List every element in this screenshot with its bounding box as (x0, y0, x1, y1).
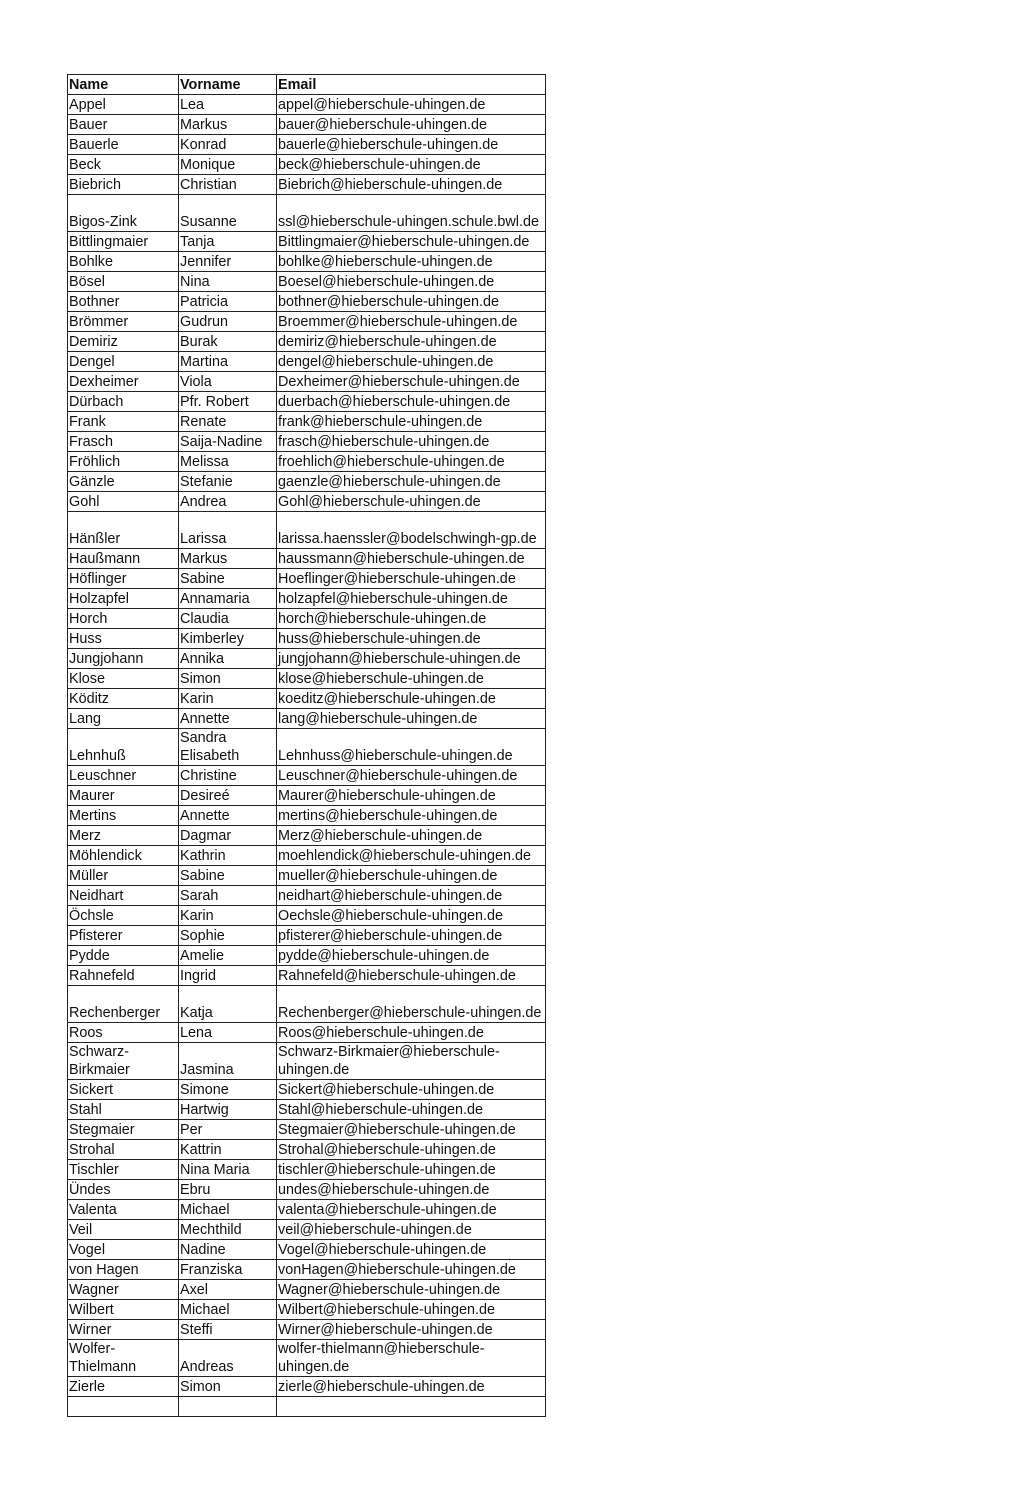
header-email: Email (277, 75, 546, 95)
cell-vorname: Amelie (179, 946, 277, 966)
table-row (68, 1260, 546, 1280)
cell-email: Boesel@hieberschule-uhingen.de (277, 272, 546, 292)
cell-vorname: Markus (179, 549, 277, 569)
table-row (68, 95, 546, 115)
cell-vorname: Konrad (179, 135, 277, 155)
cell-name: Wirner (68, 1320, 179, 1340)
cell-vorname: Melissa (179, 452, 277, 472)
cell-email: jungjohann@hieberschule-uhingen.de (277, 649, 546, 669)
table-row (68, 1180, 546, 1200)
cell-vorname (179, 1397, 277, 1417)
cell-email: demiriz@hieberschule-uhingen.de (277, 332, 546, 352)
cell-email: ssl@hieberschule-uhingen.schule.bwl.de (277, 195, 546, 232)
cell-email: larissa.haenssler@bodelschwingh-gp.de (277, 512, 546, 549)
cell-vorname: Annamaria (179, 589, 277, 609)
table-row (68, 826, 546, 846)
cell-vorname: Dagmar (179, 826, 277, 846)
cell-name: Strohal (68, 1140, 179, 1160)
cell-vorname: Burak (179, 332, 277, 352)
cell-email: Gohl@hieberschule-uhingen.de (277, 492, 546, 512)
cell-vorname: Simon (179, 669, 277, 689)
table-row (68, 115, 546, 135)
cell-vorname: Hartwig (179, 1100, 277, 1120)
cell-email: Rechenberger@hieberschule-uhingen.de (277, 986, 546, 1023)
cell-name: Ündes (68, 1180, 179, 1200)
cell-name: Bauerle (68, 135, 179, 155)
cell-email: frasch@hieberschule-uhingen.de (277, 432, 546, 452)
cell-vorname: Michael (179, 1200, 277, 1220)
cell-vorname: Steffi (179, 1320, 277, 1340)
cell-name: Dürbach (68, 392, 179, 412)
table-row (68, 155, 546, 175)
cell-name (68, 1397, 179, 1417)
table-row (68, 649, 546, 669)
cell-vorname: Annika (179, 649, 277, 669)
table-row (68, 1120, 546, 1140)
table-row (68, 1043, 546, 1080)
table-row (68, 786, 546, 806)
contact-table (67, 74, 546, 1417)
table-row (68, 689, 546, 709)
cell-email: Merz@hieberschule-uhingen.de (277, 826, 546, 846)
cell-name: Huss (68, 629, 179, 649)
cell-email: undes@hieberschule-uhingen.de (277, 1180, 546, 1200)
cell-name: Horch (68, 609, 179, 629)
cell-email: pydde@hieberschule-uhingen.de (277, 946, 546, 966)
table-row (68, 135, 546, 155)
cell-email: bohlke@hieberschule-uhingen.de (277, 252, 546, 272)
cell-name: Zierle (68, 1377, 179, 1397)
cell-name: Sickert (68, 1080, 179, 1100)
cell-name: Müller (68, 866, 179, 886)
cell-vorname: Lea (179, 95, 277, 115)
cell-vorname: Nadine (179, 1240, 277, 1260)
cell-email: Broemmer@hieberschule-uhingen.de (277, 312, 546, 332)
cell-email: beck@hieberschule-uhingen.de (277, 155, 546, 175)
cell-name: Jungjohann (68, 649, 179, 669)
cell-email: holzapfel@hieberschule-uhingen.de (277, 589, 546, 609)
cell-email: pfisterer@hieberschule-uhingen.de (277, 926, 546, 946)
cell-email: Oechsle@hieberschule-uhingen.de (277, 906, 546, 926)
cell-name: von Hagen (68, 1260, 179, 1280)
cell-email: Maurer@hieberschule-uhingen.de (277, 786, 546, 806)
cell-email: huss@hieberschule-uhingen.de (277, 629, 546, 649)
cell-email: vonHagen@hieberschule-uhingen.de (277, 1260, 546, 1280)
cell-name: Pfisterer (68, 926, 179, 946)
table-row (68, 549, 546, 569)
cell-name: Wilbert (68, 1300, 179, 1320)
cell-vorname: Mechthild (179, 1220, 277, 1240)
table-row (68, 195, 546, 232)
table-row (68, 609, 546, 629)
cell-vorname: Andreas (179, 1340, 277, 1377)
cell-vorname: Jennifer (179, 252, 277, 272)
cell-vorname: Martina (179, 352, 277, 372)
table-row (68, 332, 546, 352)
cell-name: Öchsle (68, 906, 179, 926)
table-row (68, 452, 546, 472)
cell-name: Bohlke (68, 252, 179, 272)
cell-vorname: Stefanie (179, 472, 277, 492)
cell-vorname: Saija-Nadine (179, 432, 277, 452)
table-row (68, 589, 546, 609)
cell-vorname: Markus (179, 115, 277, 135)
table-body (68, 95, 546, 1417)
table-row (68, 709, 546, 729)
cell-vorname: Sabine (179, 866, 277, 886)
cell-vorname: Christine (179, 766, 277, 786)
cell-email: Stegmaier@hieberschule-uhingen.de (277, 1120, 546, 1140)
table-row (68, 432, 546, 452)
table-row (68, 1220, 546, 1240)
cell-vorname: Tanja (179, 232, 277, 252)
cell-vorname: Claudia (179, 609, 277, 629)
cell-email: Schwarz-Birkmaier@hieberschule-uhingen.de (277, 1043, 546, 1080)
cell-email: tischler@hieberschule-uhingen.de (277, 1160, 546, 1180)
cell-email: Roos@hieberschule-uhingen.de (277, 1023, 546, 1043)
cell-email: moehlendick@hieberschule-uhingen.de (277, 846, 546, 866)
table-row (68, 629, 546, 649)
table-row (68, 1023, 546, 1043)
cell-vorname: Monique (179, 155, 277, 175)
cell-email: gaenzle@hieberschule-uhingen.de (277, 472, 546, 492)
table-row (68, 1320, 546, 1340)
cell-name: Klose (68, 669, 179, 689)
cell-email: dengel@hieberschule-uhingen.de (277, 352, 546, 372)
table-row (68, 966, 546, 986)
cell-name: Neidhart (68, 886, 179, 906)
table-row (68, 766, 546, 786)
cell-name: Höflinger (68, 569, 179, 589)
cell-name: Fröhlich (68, 452, 179, 472)
table-row (68, 669, 546, 689)
cell-name: Rechenberger (68, 986, 179, 1023)
cell-vorname: Franziska (179, 1260, 277, 1280)
cell-vorname: Sabine (179, 569, 277, 589)
cell-name: Holzapfel (68, 589, 179, 609)
table-row (68, 352, 546, 372)
cell-email: mertins@hieberschule-uhingen.de (277, 806, 546, 826)
cell-vorname: Karin (179, 689, 277, 709)
cell-email: wolfer-thielmann@hieberschule-uhingen.de (277, 1340, 546, 1377)
cell-vorname: Susanne (179, 195, 277, 232)
cell-vorname: Patricia (179, 292, 277, 312)
cell-name: Mertins (68, 806, 179, 826)
cell-vorname: Christian (179, 175, 277, 195)
cell-email: lang@hieberschule-uhingen.de (277, 709, 546, 729)
cell-name: Wagner (68, 1280, 179, 1300)
cell-vorname: Sandra Elisabeth (179, 729, 277, 766)
cell-email: horch@hieberschule-uhingen.de (277, 609, 546, 629)
cell-vorname: Annette (179, 709, 277, 729)
cell-name: Leuschner (68, 766, 179, 786)
table-row (68, 472, 546, 492)
cell-name: Veil (68, 1220, 179, 1240)
cell-email: Wilbert@hieberschule-uhingen.de (277, 1300, 546, 1320)
cell-name: Hänßler (68, 512, 179, 549)
table-row (68, 392, 546, 412)
cell-name: Brömmer (68, 312, 179, 332)
cell-email: valenta@hieberschule-uhingen.de (277, 1200, 546, 1220)
cell-email: Vogel@hieberschule-uhingen.de (277, 1240, 546, 1260)
table-header (68, 75, 546, 95)
cell-vorname: Per (179, 1120, 277, 1140)
cell-vorname: Kattrin (179, 1140, 277, 1160)
table-row (68, 866, 546, 886)
cell-vorname: Gudrun (179, 312, 277, 332)
cell-name: Gohl (68, 492, 179, 512)
cell-name: Beck (68, 155, 179, 175)
table-row (68, 252, 546, 272)
cell-email: neidhart@hieberschule-uhingen.de (277, 886, 546, 906)
cell-vorname: Sarah (179, 886, 277, 906)
table-row (68, 232, 546, 252)
cell-email: Biebrich@hieberschule-uhingen.de (277, 175, 546, 195)
cell-name: Demiriz (68, 332, 179, 352)
table-row (68, 1280, 546, 1300)
cell-email: Dexheimer@hieberschule-uhingen.de (277, 372, 546, 392)
cell-name: Frasch (68, 432, 179, 452)
cell-vorname: Simone (179, 1080, 277, 1100)
cell-vorname: Annette (179, 806, 277, 826)
cell-name: Roos (68, 1023, 179, 1043)
cell-email: zierle@hieberschule-uhingen.de (277, 1377, 546, 1397)
cell-vorname: Axel (179, 1280, 277, 1300)
cell-email: veil@hieberschule-uhingen.de (277, 1220, 546, 1240)
cell-name: Vogel (68, 1240, 179, 1260)
table-row (68, 372, 546, 392)
cell-name: Dengel (68, 352, 179, 372)
cell-name: Pydde (68, 946, 179, 966)
cell-name: Bittlingmaier (68, 232, 179, 252)
table-row (68, 886, 546, 906)
table-row (68, 175, 546, 195)
cell-vorname: Ebru (179, 1180, 277, 1200)
table-row (68, 1340, 546, 1377)
table-row (68, 986, 546, 1023)
cell-name: Rahnefeld (68, 966, 179, 986)
cell-name: Lehnhuß (68, 729, 179, 766)
table-row (68, 926, 546, 946)
cell-email (277, 1397, 546, 1417)
cell-vorname: Andrea (179, 492, 277, 512)
table-row (68, 729, 546, 766)
table-row (68, 412, 546, 432)
cell-vorname: Renate (179, 412, 277, 432)
cell-name: Bösel (68, 272, 179, 292)
cell-name: Tischler (68, 1160, 179, 1180)
table-row (68, 1397, 546, 1417)
cell-vorname: Kathrin (179, 846, 277, 866)
cell-vorname: Larissa (179, 512, 277, 549)
cell-name: Biebrich (68, 175, 179, 195)
cell-name: Gänzle (68, 472, 179, 492)
cell-vorname: Lena (179, 1023, 277, 1043)
cell-name: Lang (68, 709, 179, 729)
header-row (68, 75, 546, 95)
table-row (68, 1377, 546, 1397)
cell-vorname: Desireé (179, 786, 277, 806)
cell-name: Bothner (68, 292, 179, 312)
cell-vorname: Nina Maria (179, 1160, 277, 1180)
cell-vorname: Nina (179, 272, 277, 292)
cell-email: klose@hieberschule-uhingen.de (277, 669, 546, 689)
cell-email: bothner@hieberschule-uhingen.de (277, 292, 546, 312)
cell-vorname: Simon (179, 1377, 277, 1397)
cell-name: Bauer (68, 115, 179, 135)
cell-name: Schwarz-Birkmaier (68, 1043, 179, 1080)
cell-email: Sickert@hieberschule-uhingen.de (277, 1080, 546, 1100)
cell-vorname: Viola (179, 372, 277, 392)
cell-name: Appel (68, 95, 179, 115)
cell-email: appel@hieberschule-uhingen.de (277, 95, 546, 115)
cell-vorname: Pfr. Robert (179, 392, 277, 412)
table-row (68, 806, 546, 826)
cell-name: Wolfer-Thielmann (68, 1340, 179, 1377)
table-row (68, 292, 546, 312)
cell-email: Rahnefeld@hieberschule-uhingen.de (277, 966, 546, 986)
cell-email: frank@hieberschule-uhingen.de (277, 412, 546, 432)
cell-name: Stahl (68, 1100, 179, 1120)
cell-email: duerbach@hieberschule-uhingen.de (277, 392, 546, 412)
cell-vorname: Sophie (179, 926, 277, 946)
header-vorname: Vorname (179, 75, 277, 95)
cell-vorname: Karin (179, 906, 277, 926)
cell-vorname: Katja (179, 986, 277, 1023)
table-row (68, 846, 546, 866)
cell-email: Stahl@hieberschule-uhingen.de (277, 1100, 546, 1120)
cell-name: Bigos-Zink (68, 195, 179, 232)
cell-vorname: Michael (179, 1300, 277, 1320)
table-row (68, 1160, 546, 1180)
cell-name: Dexheimer (68, 372, 179, 392)
table-row (68, 312, 546, 332)
table-row (68, 946, 546, 966)
table-row (68, 1300, 546, 1320)
header-name: Name (68, 75, 179, 95)
cell-name: Valenta (68, 1200, 179, 1220)
table-row (68, 1240, 546, 1260)
table-row (68, 569, 546, 589)
cell-name: Haußmann (68, 549, 179, 569)
cell-email: Lehnhuss@hieberschule-uhingen.de (277, 729, 546, 766)
cell-name: Frank (68, 412, 179, 432)
cell-email: Leuschner@hieberschule-uhingen.de (277, 766, 546, 786)
cell-name: Möhlendick (68, 846, 179, 866)
cell-email: Bittlingmaier@hieberschule-uhingen.de (277, 232, 546, 252)
cell-name: Maurer (68, 786, 179, 806)
cell-vorname: Kimberley (179, 629, 277, 649)
cell-email: bauer@hieberschule-uhingen.de (277, 115, 546, 135)
cell-email: mueller@hieberschule-uhingen.de (277, 866, 546, 886)
cell-name: Stegmaier (68, 1120, 179, 1140)
table-row (68, 1200, 546, 1220)
cell-email: bauerle@hieberschule-uhingen.de (277, 135, 546, 155)
cell-email: Strohal@hieberschule-uhingen.de (277, 1140, 546, 1160)
table-row (68, 512, 546, 549)
cell-vorname: Ingrid (179, 966, 277, 986)
cell-email: Hoeflinger@hieberschule-uhingen.de (277, 569, 546, 589)
cell-vorname: Jasmina (179, 1043, 277, 1080)
cell-email: haussmann@hieberschule-uhingen.de (277, 549, 546, 569)
cell-name: Köditz (68, 689, 179, 709)
table-row (68, 1100, 546, 1120)
cell-email: Wirner@hieberschule-uhingen.de (277, 1320, 546, 1340)
table-row (68, 1080, 546, 1100)
table-row (68, 492, 546, 512)
table-row (68, 906, 546, 926)
cell-email: froehlich@hieberschule-uhingen.de (277, 452, 546, 472)
cell-email: Wagner@hieberschule-uhingen.de (277, 1280, 546, 1300)
table-row (68, 1140, 546, 1160)
cell-name: Merz (68, 826, 179, 846)
table-row (68, 272, 546, 292)
cell-email: koeditz@hieberschule-uhingen.de (277, 689, 546, 709)
